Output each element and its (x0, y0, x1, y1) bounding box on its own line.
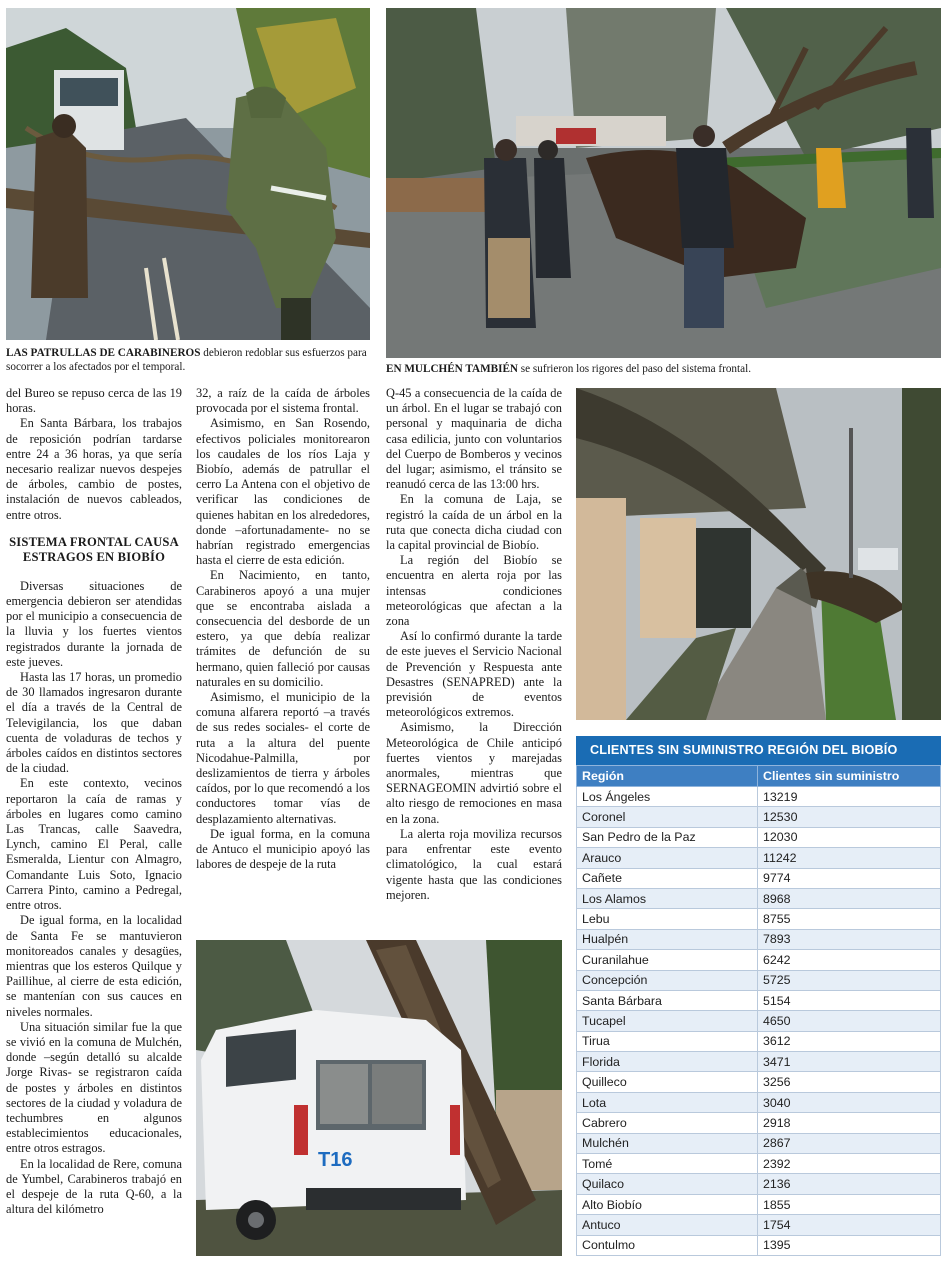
region-cell: Alto Biobío (577, 1194, 758, 1214)
region-cell: Curanilahue (577, 950, 758, 970)
photo-carabineros-road (6, 8, 370, 340)
clients-count-cell: 1754 (758, 1215, 941, 1235)
photo1-caption-bold: LAS PATRULLAS DE CARABINEROS (6, 347, 201, 359)
clients-count-cell: 2392 (758, 1154, 941, 1174)
table-row (577, 787, 941, 807)
clients-count-cell: 9774 (758, 868, 941, 888)
region-cell: Cañete (577, 868, 758, 888)
region-cell: Mulchén (577, 1133, 758, 1153)
region-cell: Lota (577, 1092, 758, 1112)
table-row (577, 827, 941, 847)
clients-count-cell: 13219 (758, 787, 941, 807)
col3-paragraph: La alerta roja moviliza recursos para enfrentar este evento climatológico, la cual estará vigente hasta que las condiciones mejoren. (386, 826, 562, 902)
clients-count-cell: 6242 (758, 950, 941, 970)
region-cell: Coronel (577, 807, 758, 827)
col2-paragraph: En Nacimiento, en tanto, Carabineros apoyó a una mujer que se encontraba aislada a consecuencia del desborde de un estero, ya que debía realizar trámites de defunción de su hermano, quien falleció por causas naturales en su domicilio. (196, 568, 370, 689)
photo2-caption (386, 362, 941, 376)
photo-van-tree (196, 940, 562, 1256)
table-row (577, 888, 941, 908)
clients-count-cell: 2136 (758, 1174, 941, 1194)
photo1-caption-text: debieron redoblar sus esfuerzos para socorrer a los afectados por el temporal. (6, 347, 367, 373)
table-header-row (577, 766, 941, 787)
col3-paragraph: Asimismo, la Dirección Meteorológica de Chile anticipó fuertes vientos y marejadas anormales, mientras que SERNAGEOMIN advirtió sobre el alto riesgo de remociones en masa en la zona. (386, 720, 562, 826)
photo1-caption (6, 346, 370, 374)
clients-count-cell: 3040 (758, 1092, 941, 1112)
table-row (577, 1052, 941, 1072)
region-cell: Los Alamos (577, 888, 758, 908)
table-row (577, 950, 941, 970)
article-column-2 (196, 386, 370, 873)
region-cell: Arauco (577, 848, 758, 868)
table-row (577, 1174, 941, 1194)
column-header-clients: Clientes sin suministro (758, 766, 941, 787)
table-body (577, 787, 941, 1256)
photo2-caption-bold: EN MULCHÉN TAMBIÉN (386, 363, 518, 375)
region-cell: Tomé (577, 1154, 758, 1174)
region-cell: Hualpén (577, 929, 758, 949)
clients-count-cell: 1395 (758, 1235, 941, 1255)
table-row (577, 1031, 941, 1051)
table-row (577, 1092, 941, 1112)
photo-sidewalk-tree (576, 388, 941, 720)
table-row (577, 1133, 941, 1153)
table-row (577, 1215, 941, 1235)
col3-paragraph: En la comuna de Laja, se registró la caída de un árbol en la ruta que conecta dicha ciudad con la capital provincial de Biobío. (386, 492, 562, 553)
table-row (577, 1154, 941, 1174)
table-row (577, 1072, 941, 1092)
article-column-1 (6, 386, 182, 1217)
table-row (577, 990, 941, 1010)
table-row (577, 1194, 941, 1214)
col2-paragraph: De igual forma, en la comuna de Antuco el municipio apoyó las labores de despeje de la ruta (196, 826, 370, 872)
col3-paragraph: Así lo confirmó durante la tarde de este jueves el Servicio Nacional de Prevención y Respuesta ante Desastres (SENAPRED) ante la previsión de eventos meteorológicos extremos. (386, 629, 562, 720)
table-row (577, 1235, 941, 1255)
clients-count-cell: 12030 (758, 827, 941, 847)
col2-paragraph: Asimismo, el municipio de la comuna alfarera reportó –a través de sus redes sociales- el corte de ruta a la altura del puente Nicodahue-Palmilla, por deslizamientos de tierra y árboles caídos, por lo que recomendó a los conductores tomar vías de desplazamiento alternativas. (196, 690, 370, 826)
column-header-region: Región (577, 766, 758, 787)
col2-paragraph: 32, a raíz de la caída de árboles provocada por el sistema frontal. (196, 386, 370, 416)
clients-count-cell: 7893 (758, 929, 941, 949)
col1-paragraph: En Santa Bárbara, los trabajos de reposición podrían tardarse entre 24 a 36 horas, ya que sería necesario realizar nuevos despejes de árboles, cambio de postes, instalación de nuevos cableados, entre otros. (6, 416, 182, 522)
van-plate-text: T16 (318, 1149, 353, 1171)
table-row (577, 909, 941, 929)
region-cell: Lebu (577, 909, 758, 929)
region-cell: Antuco (577, 1215, 758, 1235)
table-row (577, 868, 941, 888)
region-cell: Tirua (577, 1031, 758, 1051)
region-cell: Santa Bárbara (577, 990, 758, 1010)
region-cell: Cabrero (577, 1113, 758, 1133)
col3-paragraph: La región del Biobío se encuentra en alerta roja por las intensas condiciones meteorológicas que afectan a la zona (386, 553, 562, 629)
clients-count-cell: 3471 (758, 1052, 941, 1072)
col1-paragraph: En este contexto, vecinos reportaron la caía de ramas y árboles en lugares como camino Las Trancas, calle Saavedra, Lynch, camino El Peral, calle Esmeralda, Lientur con Almagro, Comandante Luis Soto, Ignacio Carrera Pinto, camino a Pedregal, entre otros. (6, 776, 182, 913)
col1-paragraph: Hasta las 17 horas, un promedio de 30 llamados ingresaron durante el día a través de la Central de Televigilancia, los que daban cuenta de voladuras de techos y árboles caídos en distintos sectores de la ciudad. (6, 670, 182, 776)
region-cell: Florida (577, 1052, 758, 1072)
col3-paragraph: Q-45 a consecuencia de la caída de un árbol. En el lugar se trabajó con personal y maquinaria de dicha casa edilicia, junto con voluntarios del Cuerpo de Bomberos y vecinos del lugar; asimismo, el tránsito se reanudó cerca de las 13:00 hrs. (386, 386, 562, 492)
region-cell: Quilleco (577, 1072, 758, 1092)
clients-count-cell: 5154 (758, 990, 941, 1010)
clients-count-cell: 8968 (758, 888, 941, 908)
col1-paragraph: del Bureo se repuso cerca de las 19 horas. (6, 386, 182, 416)
photo2-caption-text: se sufrieron los rigores del paso del sistema frontal. (517, 363, 751, 375)
table-row (577, 1113, 941, 1133)
table-title: CLIENTES SIN SUMINISTRO REGIÓN DEL BIOBÍO (576, 736, 941, 765)
section-heading: SISTEMA FRONTAL CAUSA ESTRAGOS EN BIOBÍO (9, 534, 179, 564)
photo-mulchen-plaza (386, 8, 941, 358)
clients-count-cell: 1855 (758, 1194, 941, 1214)
table-row (577, 970, 941, 990)
clients-count-cell: 12530 (758, 807, 941, 827)
col1-paragraph: Una situación similar fue la que se vivió en la comuna de Mulchén, donde –según detalló su alcalde Jorge Rivas- se registraron caída de postes y árboles en distintos sectores de la ciudad y voladura de techumbres en algunos establecimientos educacionales, entre otros estragos. (6, 1019, 182, 1156)
col1-paragraph: De igual forma, en la localidad de Santa Fe se mantuvieron monitoreados canales y desagües, mientras que los esteros Quilque y Paillihue, al cierre de esta edición, se mantenían con sus cauces en niveles normales. (6, 913, 182, 1019)
clients-count-cell: 11242 (758, 848, 941, 868)
table-row (577, 848, 941, 868)
clients-count-cell: 2867 (758, 1133, 941, 1153)
col1-paragraph: Diversas situaciones de emergencia debieron ser atendidas por el municipio a consecuencia de la lluvia y los fuertes vientos registrados durante la jornada de este jueves. (6, 578, 182, 669)
region-cell: San Pedro de la Paz (577, 827, 758, 847)
col2-paragraph: Asimismo, en San Rosendo, efectivos policiales monitorearon los caudales de los ríos Laja y Biobío, además de patrullar el cerro La Antena con el objetivo de verificar las condiciones de quienes habitan en los alrededores, donde –afortunadamente- no se habrían registrado emergencias hasta el cierre de esta edición. (196, 416, 370, 568)
col1-paragraph: En la localidad de Rere, comuna de Yumbel, Carabineros trabajó en el despeje de la ruta Q-60, a la altura del kilómetro (6, 1156, 182, 1217)
table-row (577, 1011, 941, 1031)
clients-table-block (576, 736, 941, 1256)
region-cell: Quilaco (577, 1174, 758, 1194)
region-cell: Los Ángeles (577, 787, 758, 807)
clients-table (576, 765, 941, 1256)
clients-count-cell: 3612 (758, 1031, 941, 1051)
table-row (577, 807, 941, 827)
region-cell: Contulmo (577, 1235, 758, 1255)
region-cell: Tucapel (577, 1011, 758, 1031)
clients-count-cell: 8755 (758, 909, 941, 929)
clients-count-cell: 4650 (758, 1011, 941, 1031)
clients-count-cell: 3256 (758, 1072, 941, 1092)
clients-count-cell: 5725 (758, 970, 941, 990)
table-row (577, 929, 941, 949)
region-cell: Concepción (577, 970, 758, 990)
article-column-3 (386, 386, 562, 903)
clients-count-cell: 2918 (758, 1113, 941, 1133)
